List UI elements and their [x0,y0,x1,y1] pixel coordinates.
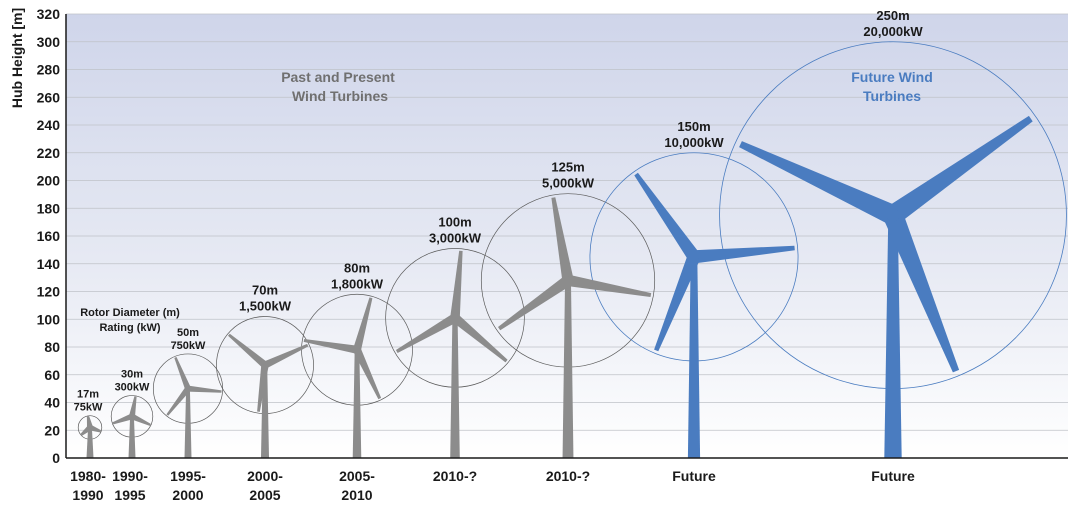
period-label: Future [672,468,716,484]
rating-label: 300kW [114,381,150,394]
rotor-diameter-label: 100m [438,214,472,230]
future-annotation-line1: Future Wind [851,69,933,85]
turbine-hub [690,252,699,261]
y-tick-label: 200 [36,172,60,189]
y-tick-label: 0 [52,450,60,466]
period-label: 2005 [249,487,281,503]
y-tick-label: 20 [44,422,60,439]
turbine-hub [354,347,360,353]
legend-note-diameter: Rotor Diameter (m) [80,307,180,319]
turbine-hub [130,414,135,419]
rotor-diameter-label: 150m [677,118,711,134]
y-tick-label: 320 [36,6,60,22]
turbine-hub [564,276,572,284]
period-label: 2000 [172,487,204,503]
y-tick-label: 100 [36,311,60,328]
turbine-hub [186,386,191,391]
x-tick-labels [70,468,915,503]
past-annotation-line2: Wind Turbines [291,88,389,104]
period-label: 1990- [112,468,148,484]
period-label: 1990 [72,487,104,503]
period-label: Future [871,468,915,484]
turbine-hub [88,425,93,430]
y-tick-label: 300 [36,33,60,50]
rating-label: 1,800kW [330,276,384,292]
y-tick-label: 60 [44,366,60,383]
rating-label: 10,000kW [664,134,724,150]
period-label: 2010 [341,487,373,503]
y-tick-label: 140 [36,255,60,272]
y-tick-label: 80 [44,339,60,355]
y-tick-label: 280 [36,61,60,78]
rating-label: 3,000kW [428,230,482,246]
y-tick-labels [37,6,61,466]
past-annotation-line1: Past and Present [281,69,395,85]
y-tick-label: 240 [36,117,60,133]
rating-label: 5,000kW [541,175,595,191]
y-tick-label: 220 [36,144,60,161]
rotor-diameter-label: 80m [343,260,371,276]
y-tick-label: 40 [44,394,60,411]
y-tick-label: 260 [36,89,60,106]
rating-label: 75kW [73,401,103,414]
period-label: 2005- [339,468,375,484]
turbine-hub [452,314,459,321]
rating-label: 750kW [170,339,206,352]
period-label: 1980- [70,468,106,484]
y-tick-label: 120 [36,283,60,300]
rotor-diameter-label: 17m [76,388,100,401]
rating-label: 1,500kW [238,298,292,314]
y-tick-label: 160 [36,228,60,244]
rotor-diameter-label: 250m [876,7,910,23]
turbine-hub [262,362,268,368]
period-label: 1995 [114,487,146,503]
y-tick-label: 180 [36,200,60,217]
period-label: 2010-? [545,468,591,484]
period-label: 2000- [247,468,283,484]
period-label: 1995- [170,468,206,484]
rotor-diameter-label: 30m [120,368,144,381]
y-axis-label: Hub Height [m] [9,7,25,109]
rating-label: 20,000kW [863,23,923,39]
future-annotation-line2: Turbines [862,88,922,104]
turbine-hub [887,209,900,222]
period-label: 2010-? [432,468,478,484]
rotor-diameter-label: 70m [251,282,279,298]
rotor-diameter-label: 125m [551,159,585,175]
rotor-diameter-label: 50m [176,326,200,339]
legend-note-rating: Rating (kW) [99,322,161,334]
